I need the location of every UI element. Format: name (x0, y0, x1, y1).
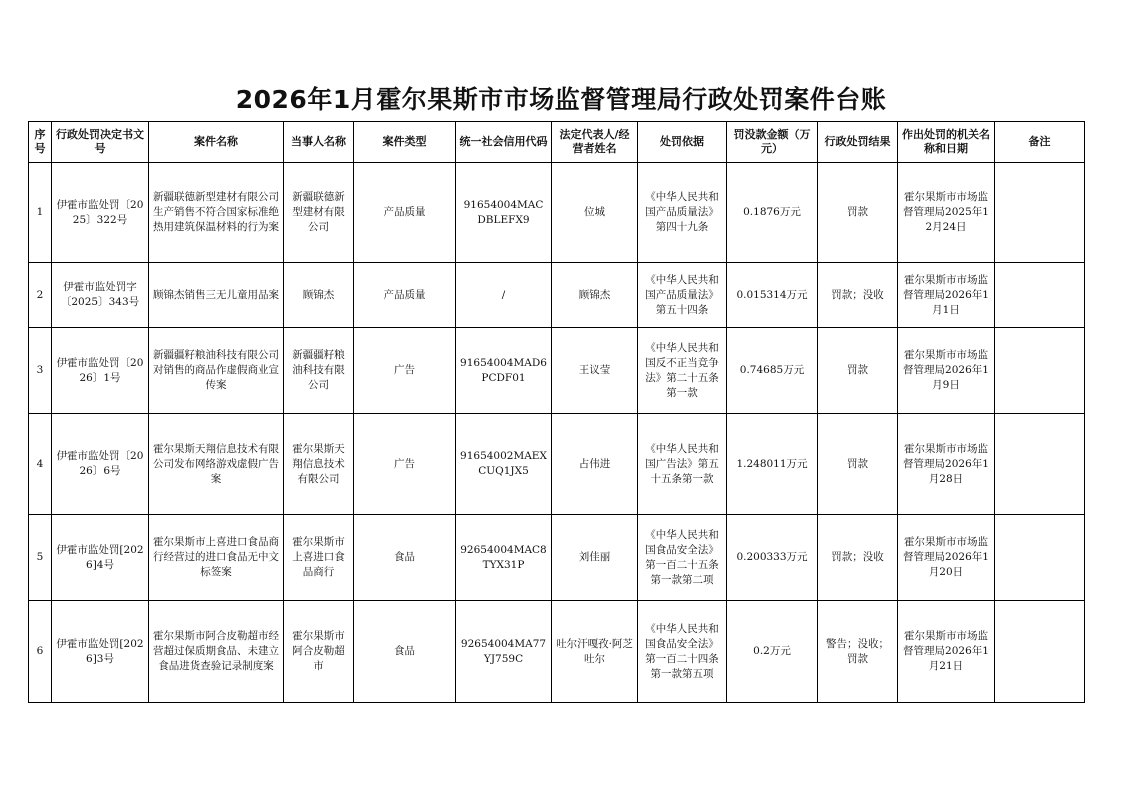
cell-party: 霍尔果斯市阿合皮勒超市 (284, 601, 354, 703)
cell-result: 罚款 (818, 328, 898, 414)
cell-basis: 《中华人民共和国广告法》第五十五条第一款 (638, 414, 727, 515)
cell-credit-code: / (456, 263, 552, 328)
cell-authority-date: 霍尔果斯市市场监督管理局2026年1月9日 (898, 328, 995, 414)
cell-party: 霍尔果斯市上喜进口食品商行 (284, 515, 354, 601)
cell-doc-number: 伊霍市监处罚[2026]3号 (52, 601, 149, 703)
cell-case-type: 广告 (354, 328, 456, 414)
cell-representative: 占伟进 (552, 414, 638, 515)
header-cell: 案件名称 (149, 122, 284, 163)
cell-case-name: 新疆疆籽粮油科技有限公司对销售的商品作虚假商业宣传案 (149, 328, 284, 414)
cell-party: 霍尔果斯天翔信息技术有限公司 (284, 414, 354, 515)
cell-representative: 刘佳丽 (552, 515, 638, 601)
table-row (29, 263, 1085, 328)
cell-no: 5 (29, 515, 52, 601)
cell-representative: 吐尔汗嘎孜·阿芝吐尔 (552, 601, 638, 703)
cell-credit-code: 91654002MAEXCUQ1JX5 (456, 414, 552, 515)
cell-amount: 0.200333万元 (727, 515, 818, 601)
cell-doc-number: 伊霍市监处罚〔2025〕322号 (52, 163, 149, 263)
cell-case-type: 食品 (354, 515, 456, 601)
cell-case-name: 新疆联德新型建材有限公司生产销售不符合国家标准绝热用建筑保温材料的行为案 (149, 163, 284, 263)
cell-doc-number: 伊霍市监处罚[2026]4号 (52, 515, 149, 601)
cell-note (995, 601, 1085, 703)
header-cell: 行政处罚决定书文号 (52, 122, 149, 163)
cell-basis: 《中华人民共和国产品质量法》第四十九条 (638, 163, 727, 263)
cell-case-type: 食品 (354, 601, 456, 703)
cell-credit-code: 92654004MAC8TYX31P (456, 515, 552, 601)
header-cell: 备注 (995, 122, 1085, 163)
cell-basis: 《中华人民共和国食品安全法》第一百二十五条第一款第二项 (638, 515, 727, 601)
cell-representative: 位城 (552, 163, 638, 263)
cell-case-name: 霍尔果斯市阿合皮勒超市经营超过保质期食品、未建立食品进货查验记录制度案 (149, 601, 284, 703)
cell-note (995, 515, 1085, 601)
header-cell: 行政处罚结果 (818, 122, 898, 163)
cell-party: 顾锦杰 (284, 263, 354, 328)
cell-doc-number: 伊霍市监处罚字〔2025〕343号 (52, 263, 149, 328)
cell-credit-code: 91654004MACDBLEFX9 (456, 163, 552, 263)
header-cell: 处罚依据 (638, 122, 727, 163)
cell-no: 6 (29, 601, 52, 703)
table-row (29, 163, 1085, 263)
cell-party: 新疆疆籽粮油科技有限公司 (284, 328, 354, 414)
header-cell: 作出处罚的机关名称和日期 (898, 122, 995, 163)
cell-authority-date: 霍尔果斯市市场监督管理局2026年1月28日 (898, 414, 995, 515)
cell-basis: 《中华人民共和国食品安全法》第一百二十四条第一款第五项 (638, 601, 727, 703)
table-row (29, 414, 1085, 515)
cell-doc-number: 伊霍市监处罚〔2026〕6号 (52, 414, 149, 515)
table-row (29, 601, 1085, 703)
table-row (29, 328, 1085, 414)
cell-result: 罚款 (818, 163, 898, 263)
table-row (29, 515, 1085, 601)
header-cell: 罚没款金额（万元） (727, 122, 818, 163)
cell-case-type: 产品质量 (354, 163, 456, 263)
cell-authority-date: 霍尔果斯市市场监督管理局2025年12月24日 (898, 163, 995, 263)
cell-result: 罚款；没收 (818, 515, 898, 601)
cell-result: 罚款；没收 (818, 263, 898, 328)
header-cell: 当事人名称 (284, 122, 354, 163)
page-title: 2026年1月霍尔果斯市市场监督管理局行政处罚案件台账 (235, 85, 887, 114)
header-cell: 序号 (29, 122, 52, 163)
cell-party: 新疆联德新型建材有限公司 (284, 163, 354, 263)
cell-no: 1 (29, 163, 52, 263)
cell-result: 警告；没收；罚款 (818, 601, 898, 703)
cell-case-name: 霍尔果斯市上喜进口食品商行经营过的进口食品无中文标签案 (149, 515, 284, 601)
cell-basis: 《中华人民共和国反不正当竞争法》第二十五条第一款 (638, 328, 727, 414)
cell-no: 2 (29, 263, 52, 328)
cell-no: 4 (29, 414, 52, 515)
cell-credit-code: 92654004MA77YJ759C (456, 601, 552, 703)
header-cell: 统一社会信用代码 (456, 122, 552, 163)
header-cell: 案件类型 (354, 122, 456, 163)
penalty-ledger-table (28, 121, 1085, 703)
cell-no: 3 (29, 328, 52, 414)
cell-case-name: 顾锦杰销售三无儿童用品案 (149, 263, 284, 328)
cell-result: 罚款 (818, 414, 898, 515)
cell-representative: 顾锦杰 (552, 263, 638, 328)
cell-case-type: 广告 (354, 414, 456, 515)
cell-note (995, 263, 1085, 328)
cell-authority-date: 霍尔果斯市市场监督管理局2026年1月1日 (898, 263, 995, 328)
cell-amount: 1.248011万元 (727, 414, 818, 515)
cell-note (995, 328, 1085, 414)
cell-representative: 王议莹 (552, 328, 638, 414)
cell-amount: 0.2万元 (727, 601, 818, 703)
cell-authority-date: 霍尔果斯市市场监督管理局2026年1月20日 (898, 515, 995, 601)
cell-doc-number: 伊霍市监处罚〔2026〕1号 (52, 328, 149, 414)
cell-case-type: 产品质量 (354, 263, 456, 328)
cell-authority-date: 霍尔果斯市市场监督管理局2026年1月21日 (898, 601, 995, 703)
cell-note (995, 414, 1085, 515)
cell-case-name: 霍尔果斯天翔信息技术有限公司发布网络游戏虚假广告案 (149, 414, 284, 515)
cell-amount: 0.1876万元 (727, 163, 818, 263)
cell-credit-code: 91654004MAD6PCDF01 (456, 328, 552, 414)
header-cell: 法定代表人/经营者姓名 (552, 122, 638, 163)
cell-amount: 0.74685万元 (727, 328, 818, 414)
cell-amount: 0.015314万元 (727, 263, 818, 328)
cell-basis: 《中华人民共和国产品质量法》第五十四条 (638, 263, 727, 328)
table-header-row (29, 122, 1085, 163)
cell-note (995, 163, 1085, 263)
